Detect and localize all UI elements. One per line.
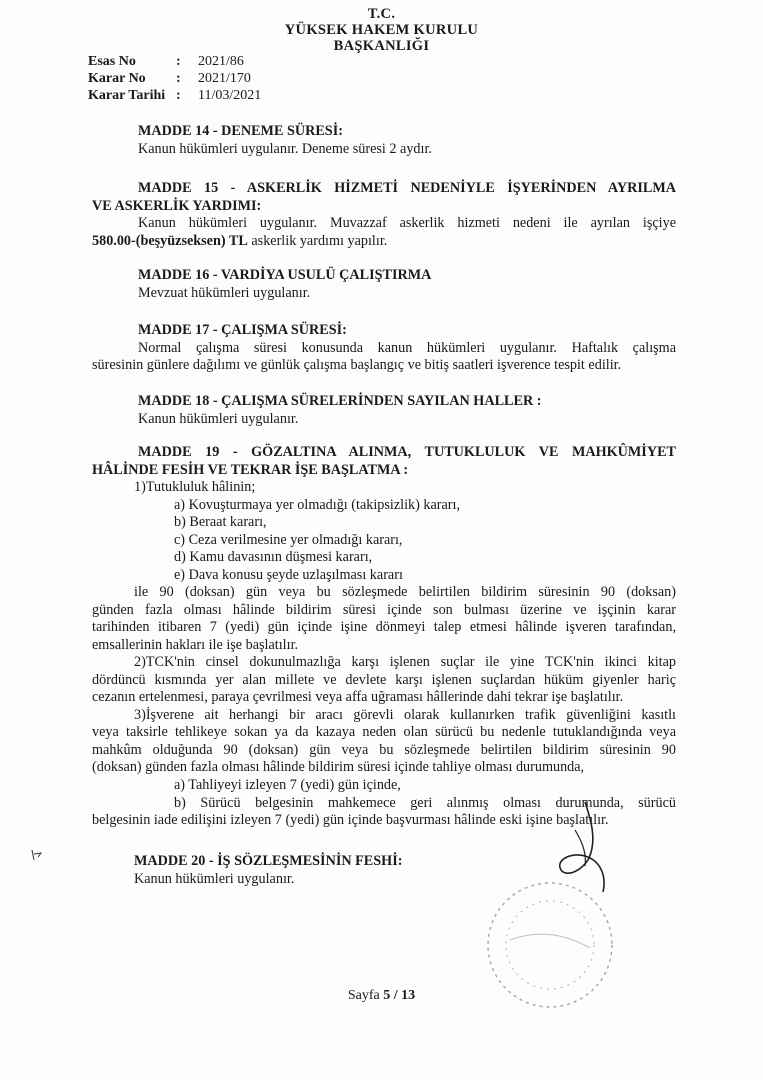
meta-esas-no (88, 54, 244, 70)
header-tc: T.C. (367, 6, 396, 22)
header-institution: YÜKSEK HAKEM KURULU (284, 22, 479, 38)
article-15 (92, 180, 676, 250)
article-19-para2-line1: 2)TCK'nin cinsel dokunulmazlığa karşı işlenen suçlar ile yine TCK'nin ikinci kitap (134, 654, 676, 671)
article-19-item-c: c) Ceza verilmesine yer olmadığı kararı, (174, 531, 403, 548)
article-19-item-a: a) Kovuşturmaya yer olmadığı (takipsizlik) kararı, (174, 496, 461, 513)
header-department: BAŞKANLIĞI (333, 38, 430, 54)
article-19 (92, 444, 676, 830)
article-16-title: MADDE 16 - VARDİYA USULÜ ÇALIŞTIRMA (138, 267, 432, 283)
article-17-text-line1: Normal çalışma süresi konusunda kanun hükümleri uygulanır. Haftalık çalışma (138, 339, 676, 356)
article-15-text-line2 (92, 233, 676, 251)
page-number: 5 / 13 (383, 988, 416, 1003)
article-15-text-tail: askerlik yardımı yapılır. (247, 232, 388, 249)
article-19-para1-cont-line4: emsallerinin hakları ile işe başlatılır. (92, 636, 299, 653)
article-15-title-line1: MADDE 15 - ASKERLİK HİZMETİ NEDENİYLE İŞYERİNDEN AYRILMA (138, 180, 676, 196)
meta-value: 2021/170 (198, 71, 251, 86)
article-17 (92, 322, 676, 375)
article-19-para3-line2: veya taksirle tehlikeye sokan ya da kazaya neden olan sürücü bu nedenle tutuklandığında veya (92, 724, 676, 741)
article-19-para2-line3: cezanın ertelenmesi, paraya çevrilmesi veya affa uğraması hâllerinde dahi tekrar işe başlatılır. (92, 689, 624, 706)
article-17-text-line2: süresinin günlere dağılımı ve günlük çalışma başlangıç ve bitiş saatleri işverence tespit edilir. (92, 357, 622, 373)
footer-prefix: Sayfa (347, 988, 384, 1003)
page-footer (0, 988, 763, 1004)
article-14-text: Kanun hükümleri uygulanır. Deneme süresi 2 aydır. (138, 140, 432, 157)
meta-karar-no (88, 71, 251, 87)
article-14 (138, 123, 678, 158)
article-16 (138, 267, 678, 302)
article-19-item-d: d) Kamu davasının düşmesi kararı, (174, 549, 373, 566)
article-19-para3-line3: mahkûm olduğunda 90 (doksan) gün veya bu sözleşmede belirtilen bildirim süresinin 90 (92, 741, 676, 758)
article-19-para1: 1)Tutukluluk hâlinin; (134, 479, 256, 495)
article-19-para1-cont-line1: ile 90 (doksan) gün veya bu sözleşmede belirtilen bildirim süresinin 90 (doksan) (134, 584, 676, 601)
article-19-para3-line4: (doksan) günden fazla olması hâlinde bildirim süresi içinde tahliye olması durumunda, (92, 759, 585, 776)
article-14-title: MADDE 14 - DENEME SÜRESİ: (138, 123, 343, 139)
article-19-para1-cont-line3: tarihinden itibaren 7 (yedi) gün içinde işine dönmeyi talep etmesi hâlinde işveren tarafından, (92, 619, 676, 636)
article-15-amount: 580.00-(beşyüzseksen) TL (92, 232, 248, 249)
article-19-item-b: b) Beraat kararı, (174, 514, 267, 531)
article-20-text: Kanun hükümleri uygulanır. (134, 870, 295, 887)
meta-karar-tarihi (88, 88, 261, 104)
article-19-item-e: e) Dava konusu şeyde uzlaşılması kararı (174, 566, 403, 583)
article-18 (138, 393, 678, 428)
meta-value: 11/03/2021 (198, 88, 262, 103)
meta-colon: : (176, 88, 181, 103)
article-17-title: MADDE 17 - ÇALIŞMA SÜRESİ: (138, 322, 347, 338)
article-16-text: Mevzuat hükümleri uygulanır. (138, 284, 311, 301)
article-20-title: MADDE 20 - İŞ SÖZLEŞMESİNİN FESHİ: (134, 853, 403, 869)
meta-value: 2021/86 (198, 54, 244, 69)
article-19-para3-line1: 3)İşverene ait herhangi bir aracı görevli olarak kullanırken trafik güvenliğini kasıtlı (134, 706, 676, 723)
margin-mark-icon (30, 848, 44, 862)
article-15-title-line2: VE ASKERLİK YARDIMI: (92, 197, 262, 214)
article-18-title: MADDE 18 - ÇALIŞMA SÜRELERİNDEN SAYILAN HALLER : (138, 393, 542, 409)
article-19-para3-item-b-cont: belgesinin iade edilişini izleyen 7 (yedi) gün içinde başvurması hâlinde eski işine başlatılır. (92, 812, 609, 829)
article-19-para3-item-a: a) Tahliyeyi izleyen 7 (yedi) gün içinde, (174, 776, 401, 793)
meta-label: Karar No (88, 71, 146, 86)
article-19-title-line1: MADDE 19 - GÖZALTINA ALINMA, TUTUKLULUK VE MAHKÛMİYET (138, 444, 676, 460)
article-15-text-line1: Kanun hükümleri uygulanır. Muvazzaf askerlik hizmeti nedeni ile ayrılan işçiye (138, 215, 676, 231)
article-19-para3-item-b: b) Sürücü belgesinin mahkemece geri alınmış olması durumunda, sürücü (174, 794, 676, 811)
article-19-para1-cont-line2: günden fazla olması hâlinde bildirim süresi içinde son bulması üzerine ve işçinin karar (92, 601, 676, 618)
article-19-title-line2: HÂLİNDE FESİH VE TEKRAR İŞE BAŞLATMA : (92, 461, 409, 478)
meta-label: Karar Tarihi (88, 88, 166, 103)
article-19-para2-line2: dördüncü kısmında yer alan millete ve devlete karşı işlenen suçlardan hüküm giyenler hariç (92, 671, 676, 688)
meta-colon: : (176, 54, 181, 69)
meta-colon: : (176, 71, 181, 86)
article-18-text: Kanun hükümleri uygulanır. (138, 410, 299, 427)
meta-label: Esas No (88, 54, 136, 69)
